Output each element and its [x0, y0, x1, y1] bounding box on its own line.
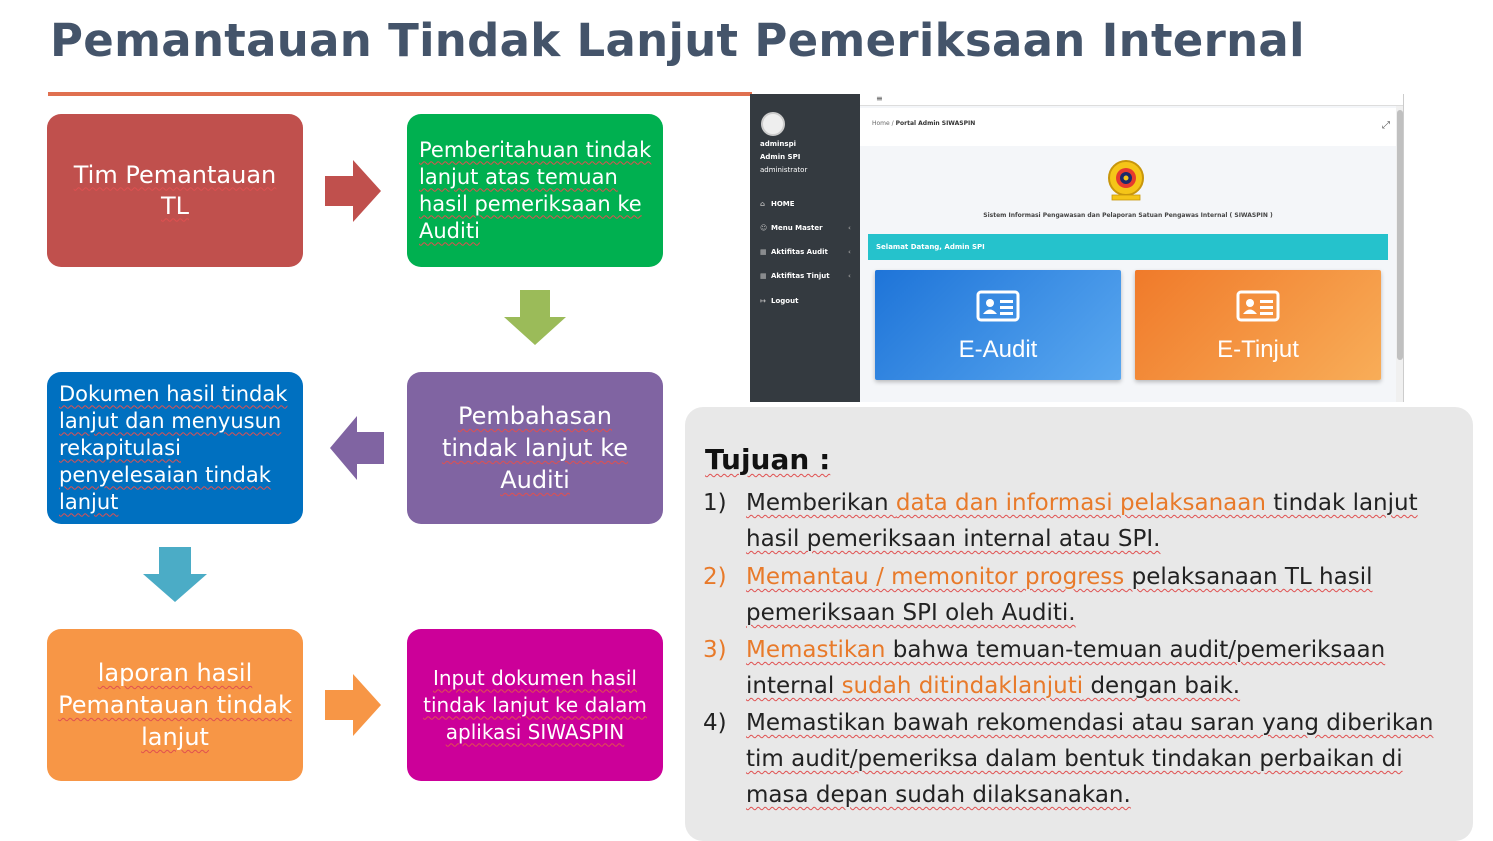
university-emblem-icon [1102, 156, 1150, 204]
user-name: adminspi [760, 140, 796, 148]
e-audit-card[interactable] [875, 270, 1121, 380]
building-icon: ▦ [760, 272, 767, 280]
system-name: Sistem Informasi Pengawasan dan Pelaporan Satuan Pengawas Internal ( SIWASPIN ) [983, 212, 1273, 219]
box-pemberitahuan: Pemberitahuan tindak lanjut atas temuan hasil pemeriksaan ke Auditi [407, 114, 663, 267]
id-card-icon [1236, 288, 1280, 322]
chevron-left-icon: ‹ [848, 224, 851, 232]
breadcrumb-home[interactable]: Home [872, 120, 890, 127]
breadcrumb-current: Portal Admin SIWASPIN [895, 120, 976, 127]
arrow-left-icon [330, 416, 384, 480]
e-audit-label: E-Audit [958, 336, 1038, 363]
chevron-left-icon: ‹ [848, 272, 851, 280]
page-title: Pemantauan Tindak Lanjut Pemeriksaan Internal [50, 14, 1305, 67]
scrollbar[interactable] [1396, 106, 1404, 402]
welcome-banner: Selamat Datang, Admin SPI [868, 234, 1388, 260]
e-tinjut-card[interactable] [1135, 270, 1381, 380]
tujuan-item-4: 4) Memastikan bawah rekomendasi atau saran yang diberikan tim audit/pemeriksa dalam bentuk tindakan perbaikan di masa depan sudah dilaksanakan. [703, 710, 1434, 808]
tujuan-panel [685, 407, 1473, 841]
box-pembahasan: Pembahasan tindak lanjut ke Auditi [407, 372, 663, 524]
sidebar-item-aktifitas-tinjut[interactable]: ▦ Aktifitas Tinjut ‹ [760, 272, 851, 280]
tujuan-item-2: 2) Memantau / memonitor progress pelaksanaan TL hasil pemeriksaan SPI oleh Auditi. [703, 564, 1373, 626]
sidebar-item-aktifitas-audit[interactable]: ▦ Aktifitas Audit ‹ [760, 248, 851, 256]
sidebar-item-logout[interactable]: ↦ Logout [760, 297, 799, 305]
arrow-down-icon [504, 290, 566, 345]
menu-toggle-icon[interactable]: ≡ [876, 94, 883, 103]
chevron-left-icon: ‹ [848, 248, 851, 256]
id-card-icon [976, 288, 1020, 322]
building-icon: ▦ [760, 248, 767, 256]
top-navbar [860, 94, 1404, 106]
tujuan-item-1: 1) Memberikan data dan informasi pelaksanaan tindak lanjut hasil pemeriksaan internal atau SPI. [703, 490, 1418, 552]
box-input-siwaspin: Input dokumen hasil tindak lanjut ke dalam aplikasi SIWASPIN [407, 629, 663, 781]
siwaspin-screenshot [750, 94, 1404, 402]
e-tinjut-label: E-Tinjut [1217, 336, 1299, 363]
home-icon: ⌂ [760, 200, 766, 208]
tujuan-item-3: 3) Memastikan bahwa temuan-temuan audit/pemeriksaan internal sudah ditindaklanjuti dengan baik. [703, 637, 1386, 699]
breadcrumb: Home / Portal Admin SIWASPIN ⤢ [860, 108, 1396, 146]
scrollbar-thumb[interactable] [1397, 110, 1403, 360]
box-dokumen: Dokumen hasil tindak lanjut dan menyusun rekapitulasi penyelesaian tindak lanjut [47, 372, 303, 524]
title-underline [48, 92, 752, 96]
arrow-right-icon [325, 674, 381, 736]
sidebar [750, 94, 860, 402]
sidebar-item-home[interactable]: ⌂ HOME [760, 200, 795, 208]
logout-icon: ↦ [760, 297, 766, 305]
box-tim-pemantauan: Tim Pemantauan TL [47, 114, 303, 267]
arrow-right-icon [325, 160, 381, 222]
arrow-down-icon [143, 547, 207, 602]
fullscreen-icon[interactable]: ⤢ [1382, 120, 1390, 131]
users-icon: ☺ [760, 224, 768, 232]
user-role: administrator [760, 166, 808, 174]
sidebar-item-menu-master[interactable]: ☺ Menu Master ‹ [760, 224, 851, 232]
tujuan-heading: Tujuan : [705, 443, 831, 476]
user-role-label: Admin SPI [760, 153, 801, 161]
avatar [761, 112, 785, 136]
box-laporan: laporan hasil Pemantauan tindak lanjut [47, 629, 303, 781]
